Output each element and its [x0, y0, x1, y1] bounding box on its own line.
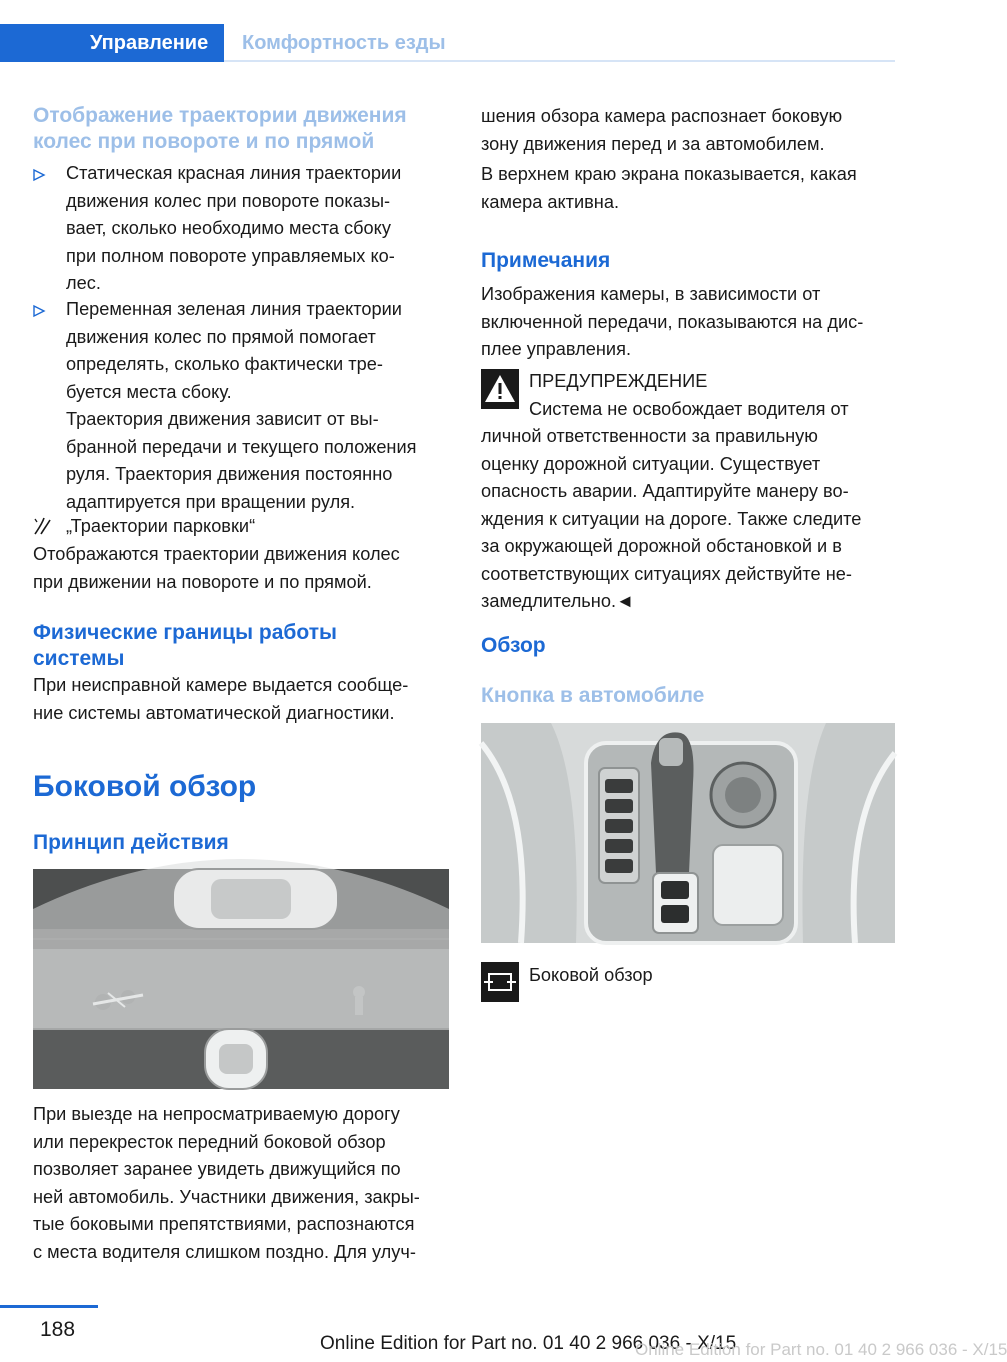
parking-label: „Траектории парковки“ — [66, 516, 256, 536]
text-line: оценку дорожной ситуации. Существует — [481, 453, 821, 474]
heading-principle: Принцип действия — [33, 831, 229, 854]
heading-notes: Примечания — [481, 249, 611, 272]
text-line: Статическая красная линия траектории — [66, 163, 402, 183]
watermark: Online Edition for Part no. 01 40 2 966 036 - X/15 — [635, 1340, 1007, 1359]
text-line: включенной передачи, показываются на дис- — [481, 311, 864, 332]
warning-first-line: Система не освобождает водителя от — [529, 399, 849, 419]
text-line: за окружающей дорожной обстановкой и в — [481, 536, 842, 556]
text-line: ние системы автоматической диагностики. — [33, 702, 395, 723]
text-line: позволяет заранее увидеть движущийся по — [33, 1159, 401, 1179]
text-line: при движении на повороте и по прямой. — [33, 571, 372, 592]
text-line: В верхнем краю экрана показывается, какая — [481, 164, 857, 184]
bullet-variable-line — [33, 296, 449, 406]
side-view-button-icon — [481, 962, 519, 1002]
heading-trajectory — [33, 103, 453, 155]
heading-line: Физические границы работы — [33, 621, 337, 644]
text-line: определять, сколько фактически тре- — [66, 354, 383, 374]
text-line: плее управления. — [481, 339, 631, 359]
tab-controls[interactable]: Управление — [0, 24, 224, 62]
text-line: Изображения камеры, в зависимости от — [481, 284, 821, 304]
text-line: вает, сколько необходимо места сбоку — [66, 218, 391, 238]
text-line: камера активна. — [481, 191, 620, 212]
side-view-illustration — [33, 869, 449, 1089]
text-line: тые боковыми препятствиями, распознаются — [33, 1214, 415, 1234]
text-line: опасность аварии. Адаптируйте манеру во- — [481, 481, 849, 501]
header-divider — [224, 60, 895, 62]
active-camera-text — [481, 161, 899, 216]
text-line: Траектория движения зависит от вы- — [66, 409, 379, 429]
heading-overview: Обзор — [481, 634, 546, 657]
heading-line: Отображение траектории движения — [33, 104, 407, 127]
text-line: шения обзора камера распознает боковую — [481, 106, 843, 126]
parking-lines-icon — [33, 516, 55, 538]
heading-line: колес при повороте и по прямой — [33, 130, 375, 153]
text-line: при полном повороте управляемых ко- — [66, 245, 395, 266]
text-line: или перекресток передний боковой обзор — [33, 1131, 386, 1152]
text-line: ней автомобиль. Участники движения, закры- — [33, 1186, 420, 1207]
text-line: зону движения перед и за автомобилем. — [481, 133, 825, 154]
parking-trajectory-item — [33, 513, 449, 541]
intro-text — [481, 103, 899, 158]
text-line: бранной передачи и текущего положения — [66, 436, 417, 457]
text-line: движения колес по прямой помогает — [66, 326, 376, 347]
triangle-bullet-icon — [33, 169, 45, 181]
limits-text — [33, 672, 453, 727]
parking-text — [33, 541, 453, 596]
warning-title: ПРЕДУПРЕЖДЕНИЕ — [529, 371, 708, 391]
text-line: Отображаются траектории движения колес — [33, 544, 400, 564]
trajectory-note — [33, 406, 453, 516]
text-line: При неисправной камере выдается сообще- — [33, 675, 409, 695]
edition-info: Online Edition for Part no. 01 40 2 966 036 - X/15 — [320, 1333, 737, 1354]
tab-driving-comfort[interactable]: Комфортность езды — [242, 32, 446, 54]
text-line: ждения к ситуации на дороге. Также следите — [481, 508, 862, 529]
footer-divider — [0, 1305, 98, 1308]
principle-text — [33, 1101, 453, 1266]
warning-text — [481, 423, 899, 616]
heading-line: системы — [33, 647, 125, 670]
side-view-button-caption: Боковой обзор — [529, 965, 653, 985]
text-line: При выезде на непросматриваемую дорогу — [33, 1104, 400, 1124]
text-line: Переменная зеленая линия траектории — [66, 299, 402, 319]
warning-icon — [481, 369, 519, 409]
text-line: руля. Траектория движения постоянно — [66, 464, 393, 484]
heading-system-limits — [33, 620, 453, 672]
triangle-bullet-icon — [33, 305, 45, 317]
text-line: адаптируется при вращении руля. — [66, 491, 356, 512]
center-console-illustration — [481, 723, 895, 943]
heading-side-view: Боковой обзор — [33, 770, 257, 803]
text-line: с места водителя слишком поздно. Для улуч- — [33, 1241, 416, 1262]
text-line: лес. — [66, 273, 101, 293]
notes-text — [481, 281, 899, 364]
page-header — [0, 0, 895, 62]
text-line: личной ответственности за правильную — [481, 426, 818, 446]
page-number: 188 — [40, 1318, 76, 1341]
heading-button-in-vehicle: Кнопка в автомобиле — [481, 684, 705, 707]
text-line: буется места сбоку. — [66, 381, 232, 402]
text-line: соответствующих ситуациях действуйте не- — [481, 563, 852, 584]
bullet-static-line — [33, 160, 449, 298]
text-line: движения колес при повороте показы- — [66, 190, 391, 211]
text-line: замедлительно.◄ — [481, 591, 634, 611]
